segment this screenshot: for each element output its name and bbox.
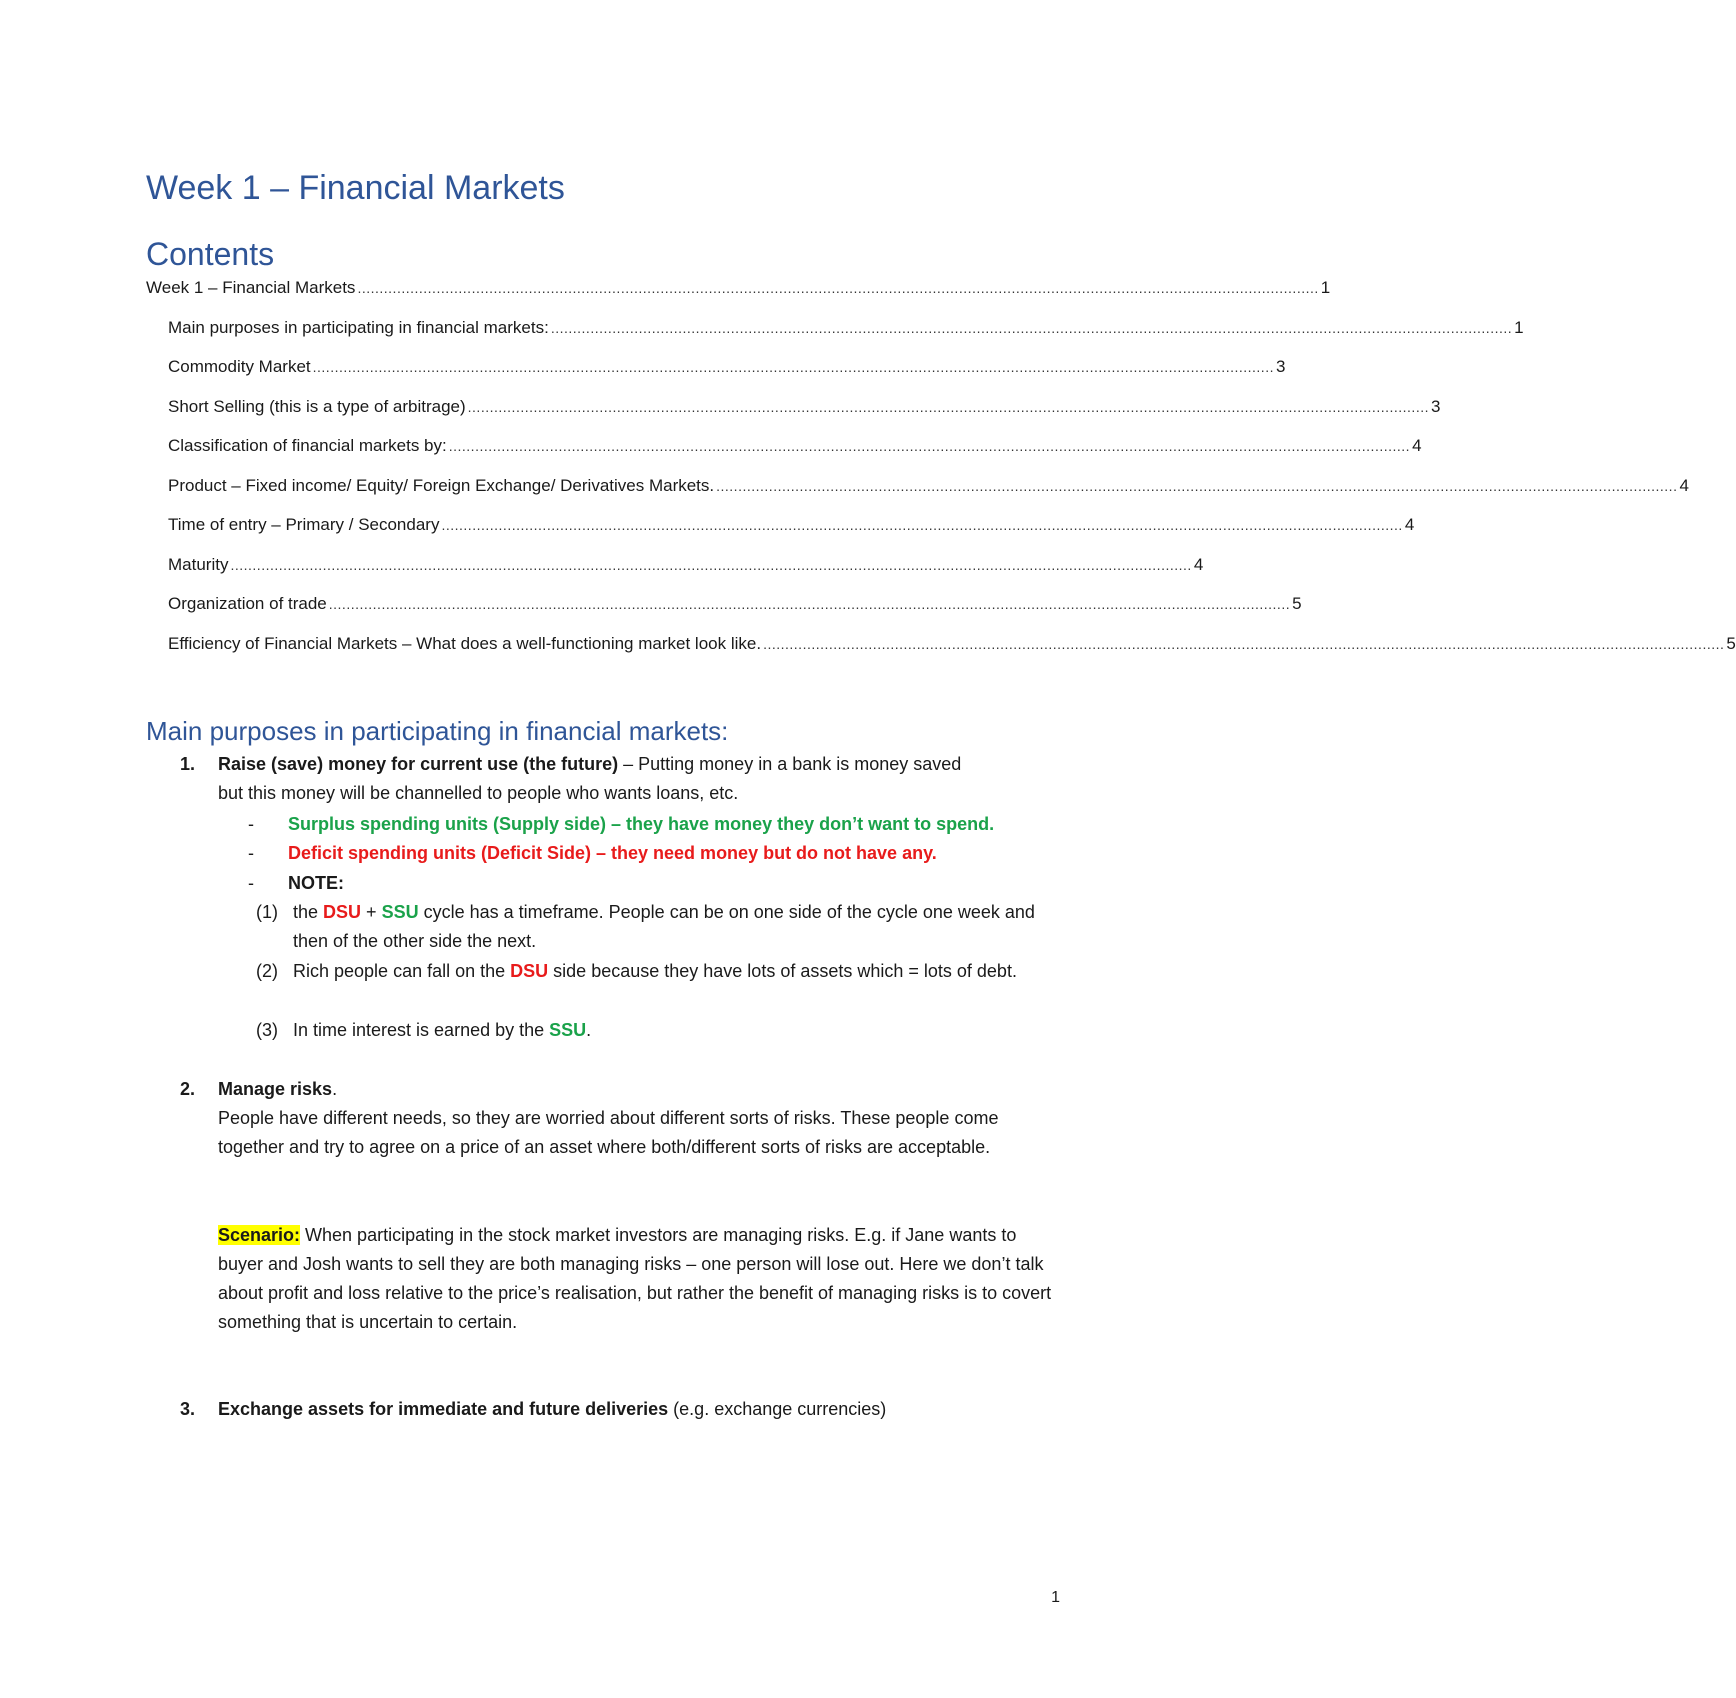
toc-entry-label: Main purposes in participating in financial markets:	[168, 318, 549, 337]
note-number: (2)	[256, 961, 278, 981]
note-text-segment: the	[293, 902, 324, 922]
note-text-segment: In time interest is earned by the	[293, 1020, 550, 1040]
item-2-bold: Manage risks	[218, 1079, 333, 1099]
page-number: 1	[1051, 1589, 1060, 1606]
note-label: NOTE:	[288, 873, 344, 893]
toc-entry[interactable]	[168, 355, 1286, 379]
toc-entry-page: 3	[1275, 357, 1286, 376]
toc-leader: ...........................................................................................................................................................................................................................	[716, 478, 1678, 494]
toc-entry-label: Product – Fixed income/ Equity/ Foreign Exchange/ Derivatives Markets.	[168, 476, 715, 495]
note-text-segment: cycle has a timeframe. People can be on one side of the cycle one week and then of the other side the next.	[293, 902, 1035, 951]
toc-entry[interactable]	[168, 434, 1422, 458]
list-number: 2.	[180, 1079, 196, 1099]
note-text-segment: Rich people can fall on the	[293, 961, 511, 981]
note-text-segment: .	[586, 1020, 592, 1040]
toc-entry-label: Organization of trade	[168, 594, 327, 613]
section-heading: Main purposes in participating in financial markets:	[146, 716, 729, 746]
toc-entry-label: Efficiency of Financial Markets – What does a well-functioning market look like.	[168, 634, 762, 653]
scenario-label: Scenario:	[218, 1225, 301, 1245]
toc-leader: ...........................................................................................................................................................................................................................	[550, 320, 1513, 336]
item-3-rest: (e.g. exchange currencies)	[668, 1399, 887, 1419]
list-item-3	[218, 1395, 1058, 1424]
item-2-body: People have different needs, so they are worried about different sorts of risks. These people come together and try to agree on a price of an asset where both/different sorts of risks are acceptable.	[218, 1108, 999, 1157]
toc-entry-page: 3	[1431, 397, 1441, 416]
scenario-text: When participating in the stock market investors are managing risks. E.g. if Jane wants to buyer and Josh wants to sell they are both managing risks – one person will lose out. Here we don’t talk about profit and loss relative to the price’s realisation, but rather the benefit of managing risks is to covert something that is uncertain to certain.	[218, 1225, 1052, 1332]
toc-entry-page: 4	[1404, 515, 1415, 534]
list-item-1-line2: but this money will be channelled to people who wants loans, etc.	[218, 783, 739, 803]
toc-entry-page: 4	[1193, 555, 1204, 574]
bullet-dash: -	[248, 873, 254, 893]
item-1-bold: Raise (save) money for current use (the future)	[218, 754, 619, 774]
document-title: Week 1 – Financial Markets	[146, 169, 565, 207]
bullet-dash: -	[248, 814, 254, 834]
list-item-1	[218, 750, 1058, 779]
toc-leader: ...........................................................................................................................................................................................................................	[230, 557, 1192, 573]
toc-entry-label: Classification of financial markets by:	[168, 436, 447, 455]
toc-entry[interactable]	[168, 316, 1524, 340]
toc-entry[interactable]	[168, 395, 1441, 419]
ssu-label: SSU	[381, 902, 419, 922]
toc-entry[interactable]	[168, 553, 1204, 577]
ssu-label: SSU	[549, 1020, 587, 1040]
toc-entry-page: 1	[1514, 318, 1524, 337]
toc-entry-page: 5	[1726, 634, 1736, 653]
item-2-bold-suffix: .	[332, 1079, 338, 1099]
toc-entry-page: 1	[1320, 278, 1331, 297]
toc-entry-label: Commodity Market	[168, 357, 311, 376]
toc-entry-page: 5	[1292, 594, 1302, 613]
note-text-segment: +	[361, 902, 382, 922]
dsu-label: DSU	[510, 961, 549, 981]
scenario-paragraph	[218, 1221, 1058, 1337]
deficit-bullet: Deficit spending units (Deficit Side) – they need money but do not have any.	[288, 843, 937, 863]
toc-entry-page: 4	[1679, 476, 1689, 495]
toc-entry[interactable]	[168, 632, 1736, 656]
toc-leader: ...........................................................................................................................................................................................................................	[467, 399, 1429, 415]
note-number: (1)	[256, 902, 278, 922]
toc-leader: ...........................................................................................................................................................................................................................	[763, 636, 1725, 652]
bullet-dash: -	[248, 843, 254, 863]
note-number: (3)	[256, 1020, 278, 1040]
toc-entry[interactable]	[146, 276, 1331, 300]
note-1	[293, 898, 1068, 956]
toc-leader: ...........................................................................................................................................................................................................................	[448, 438, 1411, 454]
toc-entry-page: 4	[1412, 436, 1422, 455]
note-2	[293, 957, 1068, 986]
toc-entry[interactable]	[168, 592, 1302, 616]
toc-entry[interactable]	[168, 474, 1689, 498]
toc-entry-label: Time of entry – Primary / Secondary	[168, 515, 440, 534]
toc-entry[interactable]	[168, 513, 1415, 537]
toc-leader: ...........................................................................................................................................................................................................................	[312, 359, 1274, 375]
toc-entry-label: Short Selling (this is a type of arbitrage)	[168, 397, 466, 416]
item-1-rest: – Putting money in a bank is money saved	[618, 754, 962, 774]
item-3-bold: Exchange assets for immediate and future deliveries	[218, 1399, 669, 1419]
toc-entry-label: Maturity	[168, 555, 229, 574]
list-number: 1.	[180, 754, 196, 774]
toc-leader: ...........................................................................................................................................................................................................................	[357, 280, 1319, 296]
toc-entry-label: Week 1 – Financial Markets	[146, 278, 356, 297]
note-text-segment: side because they have lots of assets which = lots of debt.	[548, 961, 1017, 981]
note-3	[293, 1016, 1068, 1045]
list-number: 3.	[180, 1399, 196, 1419]
dsu-label: DSU	[323, 902, 362, 922]
toc-leader: ...........................................................................................................................................................................................................................	[441, 517, 1403, 533]
toc-leader: ...........................................................................................................................................................................................................................	[328, 596, 1291, 612]
surplus-bullet: Surplus spending units (Supply side) – they have money they don’t want to spend.	[288, 814, 995, 834]
list-item-2	[218, 1075, 1058, 1104]
contents-heading: Contents	[146, 236, 275, 272]
